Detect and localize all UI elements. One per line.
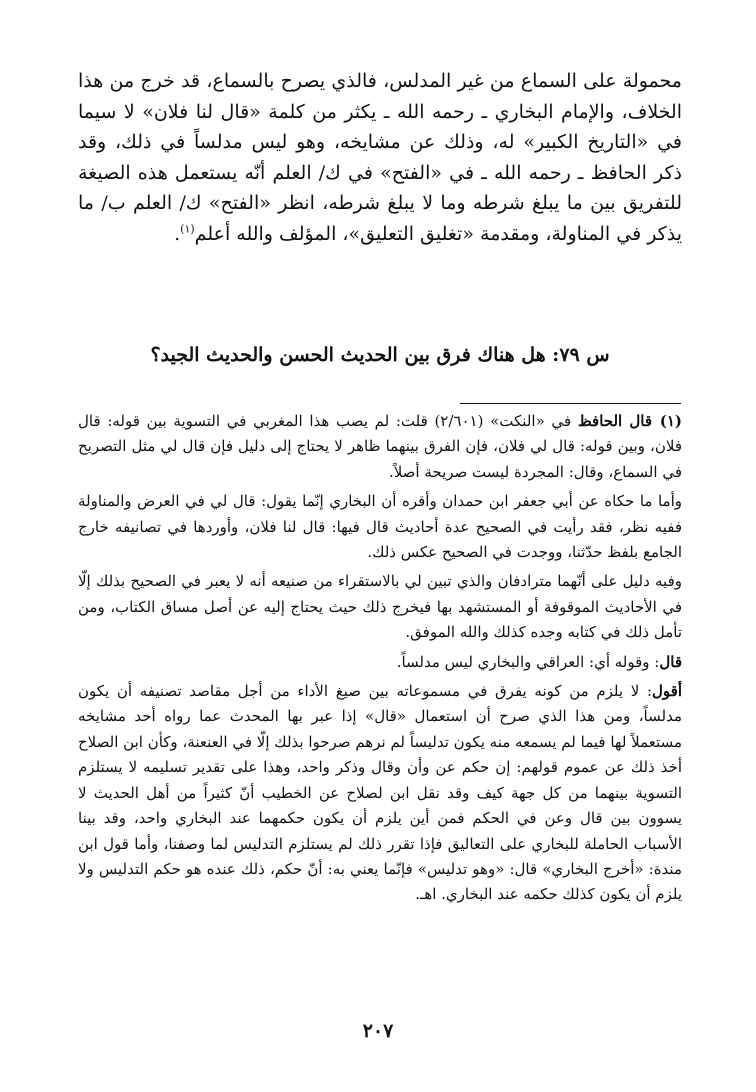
footnotes [78, 409, 682, 908]
footnote-number: (١) [659, 412, 682, 430]
footnote-paragraph-3: وفيه دليل على أنّهما مترادفان والذي تبين لي بالاستقراء من صنيعه أنه لا يعبر في الصحيح بذلك إلّا في الأحاديث الموقوفة أو المستشهد بها فيخرج ذلك حيث يحتاج إليه عن أصل مساق الكتاب، ومن تأمل ذلك في كتابه وجده كذلك والله الموفق. [78, 572, 682, 642]
main-paragraph-text: محمولة على السماع من غير المدلس، فالذي يصرح بالسماع، قد خرج من هذا الخلاف، والإمام البخاري ـ رحمه الله ـ يكثر من كلمة «قال لنا فلان» لا سيما في «التاريخ الكبير» له، وذلك عن مشايخه، وهو ليس مدلساً في ذلك، وقد ذكر الحافظ ـ رحمه الله ـ في «الفتح» في ك/ العلم أنّه يستعمل هذه الصيغة للتفريق بين ما يبلغ شرطه وما لا يبلغ شرطه، انظر «الفتح» ك/ العلم ب/ ما يذكر في المناولة، ومقدمة «تغليق التعليق»، المؤلف والله أعلم [78, 70, 682, 245]
footnote-paragraph-5 [78, 679, 682, 908]
footnote-paragraph-2: وأما ما حكاه عن أبي جعفر ابن حمدان وأقره أن البخاري إنّما يقول: قال لي في العرض والمناولة ففيه نظر، فقد رأيت في الصحيح عدة أحاديث قال فيها: قال لنا فلان، وأوردها في تصانيفه خارج الجامع بلفظ حدّثنا، ووجدت في الصحيح عكس ذلك. [78, 492, 682, 562]
main-text [78, 66, 682, 250]
footnote-reference: (١) [180, 222, 195, 236]
question-heading: س ٧٩: هل هناك فرق بين الحديث الحسن والحديث الجيد؟ [150, 344, 610, 366]
footnote-p4-text: : وقوله أي: العراقي والبخاري ليس مدلساً. [396, 652, 660, 671]
footnote-divider [460, 403, 681, 404]
footnote-p4-label: قال [659, 652, 682, 671]
footnote-paragraph-1 [78, 409, 682, 485]
main-paragraph-end: . [174, 222, 181, 245]
main-paragraph [78, 66, 682, 250]
footnote-paragraph-4 [78, 650, 682, 675]
footnote-lead-label: قال الحافظ [577, 412, 652, 430]
footnote-lead-text: في «النكت» (٢/٦٠١) قلت: لم يصب هذا المغربي في التسوية بين قوله: قال فلان، وبين قوله: قال لي فلان، فإن الفرق بينهما ظاهر لا يحتاج إلى دليل فإن قال لي مثل التصريح في السماع، وقال: المجردة ليست صريحة أصلاً. [78, 412, 682, 481]
footnote-p5-text: : لا يلزم من كونه يفرق في مسموعاته بين صيغ الأداء من أجل مقاصد تصنيفه أن يكون مدلساً، ومن هذا الذي صرح أن استعمال «قال» إذا عبر بها المحدث عما رواه أحد مشايخه مستعملاً لها فيما لم يسمعه منه يكون تدليساً لم نرهم صرحوا بذلك إلّا في العنعنة، وكأن ابن الصلاح أخذ ذلك عن عموم قولهم: إن حكم عن وأن وقال وذكر واحد، وهذا على تقدير تسليمه لا يستلزم التسوية بينهما من كل جهة كيف وقد نقل ابن لصلاح عن الخطيب أنّ كثيراً من أهل الحديث لا يسوون بين قال وعن في الحكم فمن أين يلزم أن يكون حكمهما عند البخاري واحد، وقد بينا الأسباب الحاملة للبخاري على التعاليق فإذا تقرر ذلك لم يستلزم التدليس لما وصفنا، وأما قول ابن مندة: «أخرج البخاري» قال: «وهو تدليس» فإنّما يعني به: أنّ حكم، ذلك عنده هو حكم التدليس ولا يلزم أن يكون كذلك حكمه عند البخاري. اهـ. [78, 682, 682, 904]
page-number: ٢٠٧ [362, 1020, 394, 1042]
footnote-p5-label: أقول [652, 682, 682, 701]
